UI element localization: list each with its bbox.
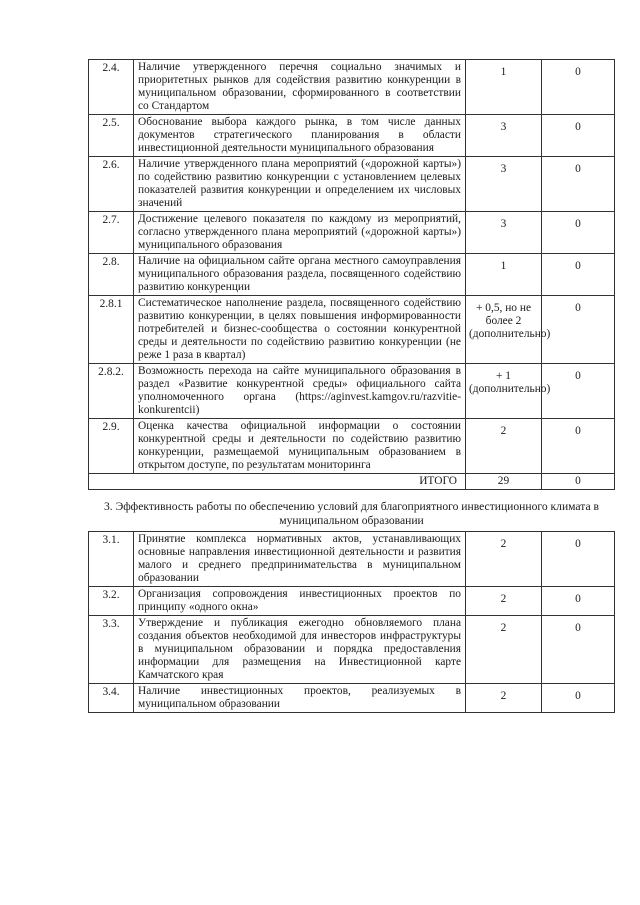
row-value: 0 — [542, 212, 615, 254]
total-row — [89, 474, 615, 490]
row-number: 2.8.2. — [89, 364, 134, 419]
table-row — [89, 254, 615, 296]
row-number: 3.1. — [89, 532, 134, 587]
row-description: Достижение целевого показателя по каждому из мероприятий, согласно утвержденного плана мероприятий («дорожной карты») муниципального образования — [134, 212, 466, 254]
table-row — [89, 296, 615, 364]
table-row — [89, 60, 615, 115]
row-value: 0 — [542, 157, 615, 212]
row-number: 3.2. — [89, 587, 134, 616]
section3-heading-row — [89, 490, 615, 532]
row-value: 0 — [542, 419, 615, 474]
table-row — [89, 364, 615, 419]
section3-rows — [89, 532, 615, 713]
row-value: 0 — [542, 364, 615, 419]
row-points: 1 — [466, 254, 542, 296]
table-row — [89, 115, 615, 157]
row-points: 2 — [466, 616, 542, 684]
row-description: Организация сопровождения инвестиционных проектов по принципу «одного окна» — [134, 587, 466, 616]
row-points: 2 — [466, 684, 542, 713]
total-label: ИТОГО — [89, 474, 466, 490]
row-value: 0 — [542, 296, 615, 364]
table-row — [89, 532, 615, 587]
row-points: 3 — [466, 157, 542, 212]
total-value: 0 — [542, 474, 615, 490]
row-number: 3.3. — [89, 616, 134, 684]
table-row — [89, 616, 615, 684]
row-points: 3 — [466, 212, 542, 254]
row-value: 0 — [542, 587, 615, 616]
row-description: Систематическое наполнение раздела, посвященного содействию развитию конкуренции, в целях повышения информированности потребителей и бизнес-сообщества о состоянии конкурентной среды и деятельности по содействию развитию конкуренции (не реже 1 раза в квартал) — [134, 296, 466, 364]
criteria-table — [88, 59, 615, 713]
row-number: 2.4. — [89, 60, 134, 115]
table-row — [89, 419, 615, 474]
table-row — [89, 587, 615, 616]
section2-rows — [89, 60, 615, 474]
row-description: Наличие на официальном сайте органа местного самоуправления муниципального образования раздела, посвященного содействию развитию конкуренции — [134, 254, 466, 296]
table-row — [89, 684, 615, 713]
section3-title: 3. Эффективность работы по обеспечению условий для благоприятного инвестиционного климата в муниципальном образовании — [89, 490, 615, 532]
row-description: Утверждение и публикация ежегодно обновляемого плана создания объектов необходимой для инвесторов инфраструктуры в муниципальном образовании и порядка предоставления информации для размещения на Инвестиционной карте Камчатского края — [134, 616, 466, 684]
row-number: 2.5. — [89, 115, 134, 157]
row-description: Оценка качества официальной информации о состоянии конкурентной среды и деятельности по содействию развитию конкуренции, размещаемой муниципальным образованием в открытом доступе, по результатам мониторинга — [134, 419, 466, 474]
row-value: 0 — [542, 60, 615, 115]
row-value: 0 — [542, 684, 615, 713]
row-number: 2.7. — [89, 212, 134, 254]
row-description: Обоснование выбора каждого рынка, в том числе данных документов стратегического планирования в области инвестиционной деятельности муниципального образования — [134, 115, 466, 157]
row-points: 2 — [466, 587, 542, 616]
row-number: 2.8. — [89, 254, 134, 296]
document-page — [88, 59, 614, 713]
row-value: 0 — [542, 254, 615, 296]
row-description: Возможность перехода на сайте муниципального образования в раздел «Развитие конкурентной среды» официального сайта уполномоченного органа (https://aginvest.kamgov.ru/razvitie-konkurentcii) — [134, 364, 466, 419]
row-number: 2.6. — [89, 157, 134, 212]
row-value: 0 — [542, 616, 615, 684]
row-points: 3 — [466, 115, 542, 157]
row-description: Принятие комплекса нормативных актов, устанавливающих основные направления инвестиционной деятельности и развития малого и среднего предпринимательства в муниципальном образовании — [134, 532, 466, 587]
row-points: 2 — [466, 419, 542, 474]
row-value: 0 — [542, 532, 615, 587]
row-points: + 1 (дополнительно) — [466, 364, 542, 419]
table-row — [89, 157, 615, 212]
row-number: 2.9. — [89, 419, 134, 474]
row-description: Наличие утвержденного плана мероприятий («дорожной карты») по содействию развитию конкуренции с установлением целевых показателей развития конкуренции и определением их числовых значений — [134, 157, 466, 212]
row-value: 0 — [542, 115, 615, 157]
total-points: 29 — [466, 474, 542, 490]
row-points: + 0,5, но не более 2 (дополнительно) — [466, 296, 542, 364]
row-points: 2 — [466, 532, 542, 587]
row-number: 2.8.1 — [89, 296, 134, 364]
row-number: 3.4. — [89, 684, 134, 713]
row-description: Наличие утвержденного перечня социально значимых и приоритетных рынков для содействия развитию конкуренции в муниципальном образовании, сформированного в соответствии со Стандартом — [134, 60, 466, 115]
row-points: 1 — [466, 60, 542, 115]
row-description: Наличие инвестиционных проектов, реализуемых в муниципальном образовании — [134, 684, 466, 713]
table-row — [89, 212, 615, 254]
